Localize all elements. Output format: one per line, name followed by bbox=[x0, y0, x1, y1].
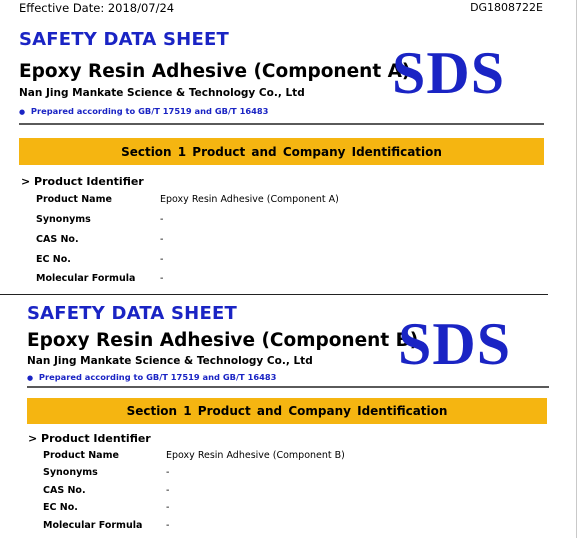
sheet-separator bbox=[0, 294, 548, 295]
label-molecular-formula: Molecular Formula bbox=[43, 520, 143, 531]
sheet-title: SAFETY DATA SHEET bbox=[27, 303, 237, 324]
prepared-text: Prepared according to GB/T 17519 and GB/T 16483 bbox=[30, 106, 269, 116]
bullet-icon: ● bbox=[19, 108, 26, 116]
product-identifier-heading: > Product Identifier bbox=[21, 175, 144, 188]
product-title: Epoxy Resin Adhesive (Component A) bbox=[19, 61, 411, 82]
value-ec-no: - bbox=[166, 502, 170, 513]
label-product-name: Product Name bbox=[36, 194, 112, 205]
prepared-text: Prepared according to GB/T 17519 and GB/T 16483 bbox=[38, 372, 277, 382]
product-title: Epoxy Resin Adhesive (Component B) bbox=[27, 330, 419, 351]
label-cas-no: CAS No. bbox=[36, 234, 79, 245]
section-1-header: Section 1 Product and Company Identification bbox=[19, 138, 544, 165]
divider bbox=[27, 386, 549, 388]
value-molecular-formula: - bbox=[160, 273, 164, 284]
label-synonyms: Synonyms bbox=[36, 214, 91, 225]
label-synonyms: Synonyms bbox=[43, 467, 98, 478]
value-product-name: Epoxy Resin Adhesive (Component B) bbox=[166, 450, 345, 461]
value-cas-no: - bbox=[160, 234, 164, 245]
document-number: DG1808722E bbox=[470, 1, 543, 14]
label-molecular-formula: Molecular Formula bbox=[36, 273, 136, 284]
value-cas-no: - bbox=[166, 485, 170, 496]
sheet-title: SAFETY DATA SHEET bbox=[19, 29, 229, 50]
company-name: Nan Jing Mankate Science & Technology Co., Ltd bbox=[27, 355, 313, 367]
right-edge-line bbox=[576, 0, 577, 538]
sds-logo: SDS bbox=[398, 311, 512, 377]
prepared-note bbox=[19, 106, 268, 116]
value-product-name: Epoxy Resin Adhesive (Component A) bbox=[160, 194, 339, 205]
value-ec-no: - bbox=[160, 254, 164, 265]
label-cas-no: CAS No. bbox=[43, 485, 86, 496]
effective-date: Effective Date: 2018/07/24 bbox=[19, 1, 175, 15]
sds-logo: SDS bbox=[392, 40, 506, 106]
label-ec-no: EC No. bbox=[36, 254, 71, 265]
company-name: Nan Jing Mankate Science & Technology Co., Ltd bbox=[19, 87, 305, 99]
label-product-name: Product Name bbox=[43, 450, 119, 461]
value-molecular-formula: - bbox=[166, 520, 170, 531]
value-synonyms: - bbox=[166, 467, 170, 478]
bullet-icon: ● bbox=[27, 374, 34, 382]
product-identifier-heading: > Product Identifier bbox=[28, 432, 151, 445]
label-ec-no: EC No. bbox=[43, 502, 78, 513]
prepared-note bbox=[27, 372, 276, 382]
divider bbox=[19, 123, 544, 125]
value-synonyms: - bbox=[160, 214, 164, 225]
section-1-header: Section 1 Product and Company Identification bbox=[27, 398, 547, 424]
